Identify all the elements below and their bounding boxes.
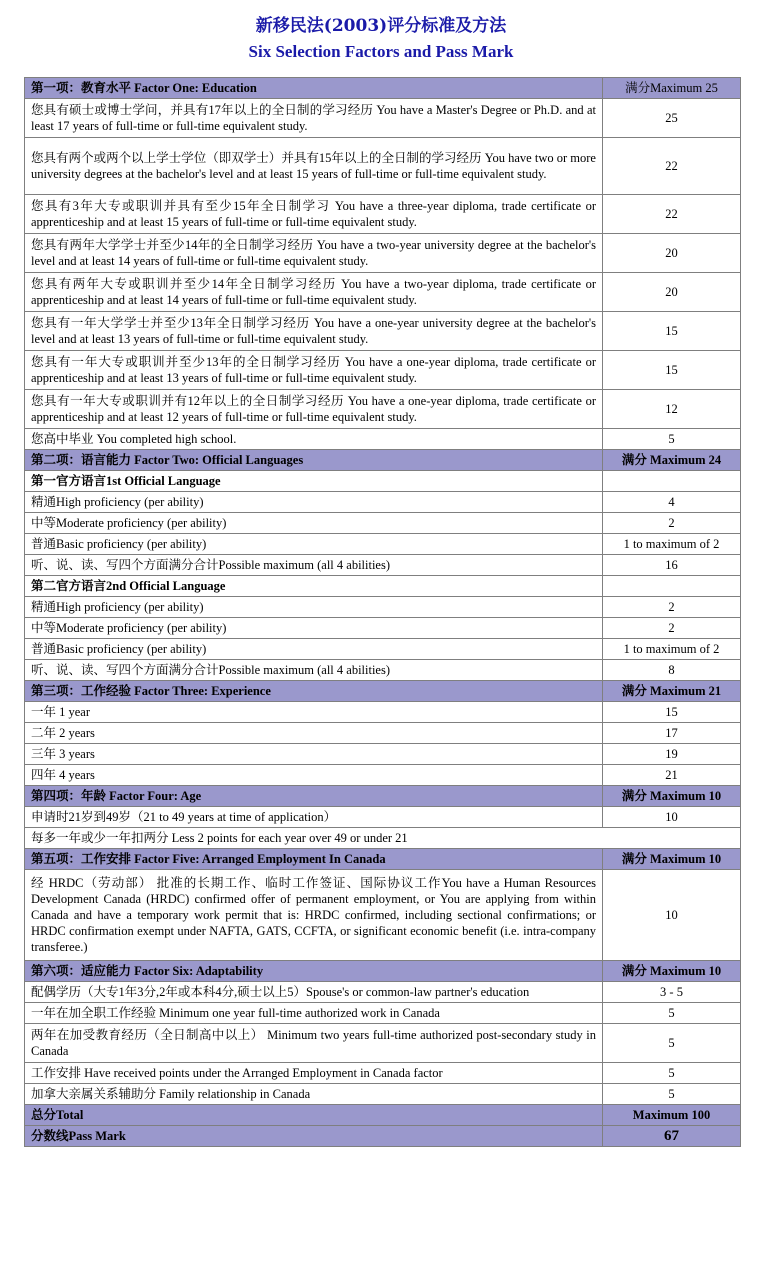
criterion-cell: 第二官方语言2nd Official Language: [25, 576, 603, 597]
criterion-cell: 配偶学历（大专1年3分,2年或本科4分,硕士以上5）Spouse's or common-law partner's education: [25, 982, 603, 1003]
points-cell: 21: [603, 765, 741, 786]
criterion-cell: 分数线Pass Mark: [25, 1126, 603, 1147]
table-row: [25, 492, 741, 513]
criterion-cell: 您具有两年大专或职训并至少14年全日制学习经历 You have a two-year diploma, trade certificate or apprenticeship and at least 14 years of full-time or full-time equivalent study.: [25, 273, 603, 312]
criterion-cell: 第五项：工作安排 Factor Five: Arranged Employment In Canada: [25, 849, 603, 870]
table-row: [25, 870, 741, 961]
criterion-cell: 四年 4 years: [25, 765, 603, 786]
table-row: [25, 618, 741, 639]
title-chinese: 新移民法(2003)评分标准及方法: [255, 16, 507, 36]
points-cell: 25: [603, 99, 741, 138]
table-row: [25, 555, 741, 576]
points-cell: 满分 Maximum 21: [603, 681, 741, 702]
title-english: Six Selection Factors and Pass Mark: [248, 42, 514, 61]
page-header: [0, 14, 762, 64]
criterion-cell: 您具有一年大专或职训并至少13年的全日制学习经历 You have a one-year diploma, trade certificate or apprenticeship and at least 13 years of full-time or full-time equivalent study.: [25, 351, 603, 390]
points-cell: 12: [603, 390, 741, 429]
points-cell: 16: [603, 555, 741, 576]
points-cell: 67: [603, 1126, 741, 1147]
criterion-cell: 精通High proficiency (per ability): [25, 492, 603, 513]
points-cell: [603, 471, 741, 492]
criterion-cell: 一年 1 year: [25, 702, 603, 723]
factor-header-row: [25, 849, 741, 870]
table-row: [25, 765, 741, 786]
points-cell: 5: [603, 1084, 741, 1105]
criterion-cell: 总分Total: [25, 1105, 603, 1126]
criterion-cell: 您高中毕业 You completed high school.: [25, 429, 603, 450]
criterion-cell: 中等Moderate proficiency (per ability): [25, 618, 603, 639]
points-cell: 满分 Maximum 10: [603, 849, 741, 870]
table-row: [25, 982, 741, 1003]
criterion-cell: 您具有两年大学学士并至少14年的全日制学习经历 You have a two-year university degree at the bachelor's level and at least 14 years of full-time or full-time equivalent study.: [25, 234, 603, 273]
table-row: [25, 138, 741, 195]
points-cell: 4: [603, 492, 741, 513]
points-cell: 19: [603, 744, 741, 765]
points-cell: 20: [603, 273, 741, 312]
table-row: [25, 534, 741, 555]
criterion-cell: 第一官方语言1st Official Language: [25, 471, 603, 492]
table-row: [25, 1084, 741, 1105]
points-cell: 8: [603, 660, 741, 681]
table-row: [25, 702, 741, 723]
criterion-cell: 两年在加受教育经历（全日制高中以上） Minimum two years full-time authorized post-secondary study in Canada: [25, 1024, 603, 1063]
table-row: [25, 312, 741, 351]
criterion-cell: 听、说、读、写四个方面满分合计Possible maximum (all 4 abilities): [25, 555, 603, 576]
factor-header-row: [25, 786, 741, 807]
criterion-cell: 听、说、读、写四个方面满分合计Possible maximum (all 4 abilities): [25, 660, 603, 681]
points-cell: 5: [603, 1003, 741, 1024]
factor-header-row: [25, 78, 741, 99]
points-cell: 15: [603, 702, 741, 723]
table-row: [25, 597, 741, 618]
table-row: [25, 639, 741, 660]
criterion-cell: 您具有一年大学学士并至少13年全日制学习经历 You have a one-year university degree at the bachelor's level and at least 13 years of full-time or full-time equivalent study.: [25, 312, 603, 351]
points-cell: 2: [603, 513, 741, 534]
table-row: [25, 1003, 741, 1024]
criterion-cell: 第三项：工作经验 Factor Three: Experience: [25, 681, 603, 702]
criterion-cell: 工作安排 Have received points under the Arranged Employment in Canada factor: [25, 1063, 603, 1084]
points-cell: 5: [603, 429, 741, 450]
criterion-cell: 三年 3 years: [25, 744, 603, 765]
points-cell: 10: [603, 807, 741, 828]
criterion-cell: 第二项：语言能力 Factor Two: Official Languages: [25, 450, 603, 471]
table-row: [25, 1024, 741, 1063]
table-row: [25, 351, 741, 390]
table-row: [25, 99, 741, 138]
points-cell: 满分 Maximum 10: [603, 786, 741, 807]
criterion-cell: 第四项：年龄 Factor Four: Age: [25, 786, 603, 807]
criterion-cell: 第六项：适应能力 Factor Six: Adaptability: [25, 961, 603, 982]
points-cell: 5: [603, 1063, 741, 1084]
points-cell: 满分Maximum 25: [603, 78, 741, 99]
points-cell: 15: [603, 312, 741, 351]
table-row: [25, 744, 741, 765]
points-cell: 2: [603, 597, 741, 618]
points-cell: 1 to maximum of 2: [603, 639, 741, 660]
criterion-cell: 申请时21岁到49岁（21 to 49 years at time of application）: [25, 807, 603, 828]
points-cell: Maximum 100: [603, 1105, 741, 1126]
criterion-cell: 您具有一年大专或职训并有12年以上的全日制学习经历 You have a one-year diploma, trade certificate or apprenticeship and at least 12 years of full-time or full-time equivalent study.: [25, 390, 603, 429]
criterion-cell: 一年在加全职工作经验 Minimum one year full-time authorized work in Canada: [25, 1003, 603, 1024]
factor-header-row: [25, 450, 741, 471]
table-body: [25, 78, 741, 1147]
criterion-cell: 您具有两个或两个以上学士学位（即双学士）并具有15年以上的全日制的学习经历 You have two or more university degrees at the bachelor's level and at least 15 years of full-time or full-time equivalent study.: [25, 138, 603, 195]
criterion-cell: 二年 2 years: [25, 723, 603, 744]
points-cell: 3 - 5: [603, 982, 741, 1003]
criterion-cell: 精通High proficiency (per ability): [25, 597, 603, 618]
criterion-cell: 您具有3年大专或职训并具有至少15年全日制学习 You have a three-year diploma, trade certificate or apprenticeship and at least 15 years of full-time or full-time equivalent study.: [25, 195, 603, 234]
criterion-cell: 普通Basic proficiency (per ability): [25, 639, 603, 660]
criterion-cell: 中等Moderate proficiency (per ability): [25, 513, 603, 534]
table-row: [25, 1063, 741, 1084]
points-cell: 15: [603, 351, 741, 390]
points-cell: 22: [603, 138, 741, 195]
table-row: [25, 273, 741, 312]
criterion-cell: 经 HRDC（劳动部） 批准的长期工作、临时工作签证、国际协议工作You have a Human Resources Development Canada (HRDC) confirmed offer of permanent employment, or You are applying from within Canada and have a temporary work permit that is: HRDC confirmed, including sectional confirmations; or HRDC confirmation exempt under NAFTA, GATS, CCFTA, or significant economic benefit (i.e. intra-company transferee.): [25, 870, 603, 961]
table-row: [25, 234, 741, 273]
points-cell: 17: [603, 723, 741, 744]
criterion-cell: 您具有硕士或博士学问，并具有17年以上的全日制的学习经历 You have a Master's Degree or Ph.D. and at least 17 years of full-time or full-time equivalent study.: [25, 99, 603, 138]
table-row: [25, 723, 741, 744]
subsection-row: [25, 471, 741, 492]
table-row: [25, 828, 741, 849]
table-row: [25, 807, 741, 828]
subsection-row: [25, 576, 741, 597]
points-cell: 满分 Maximum 10: [603, 961, 741, 982]
points-cell: 10: [603, 870, 741, 961]
points-cell: 满分 Maximum 24: [603, 450, 741, 471]
total-row: [25, 1126, 741, 1147]
points-cell: [603, 576, 741, 597]
factor-header-row: [25, 961, 741, 982]
total-row: [25, 1105, 741, 1126]
table-row: [25, 390, 741, 429]
factor-header-row: [25, 681, 741, 702]
points-cell: 5: [603, 1024, 741, 1063]
criterion-cell: 普通Basic proficiency (per ability): [25, 534, 603, 555]
points-cell: 1 to maximum of 2: [603, 534, 741, 555]
table-row: [25, 513, 741, 534]
points-cell: 2: [603, 618, 741, 639]
points-cell: 22: [603, 195, 741, 234]
points-cell: 20: [603, 234, 741, 273]
criterion-cell: 每多一年或少一年扣两分 Less 2 points for each year over 49 or under 21: [25, 828, 741, 849]
criterion-cell: 加拿大亲属关系辅助分 Family relationship in Canada: [25, 1084, 603, 1105]
criterion-cell: 第一项：教育水平 Factor One: Education: [25, 78, 603, 99]
table-row: [25, 429, 741, 450]
table-row: [25, 195, 741, 234]
table-row: [25, 660, 741, 681]
selection-factors-table: [24, 77, 741, 1147]
